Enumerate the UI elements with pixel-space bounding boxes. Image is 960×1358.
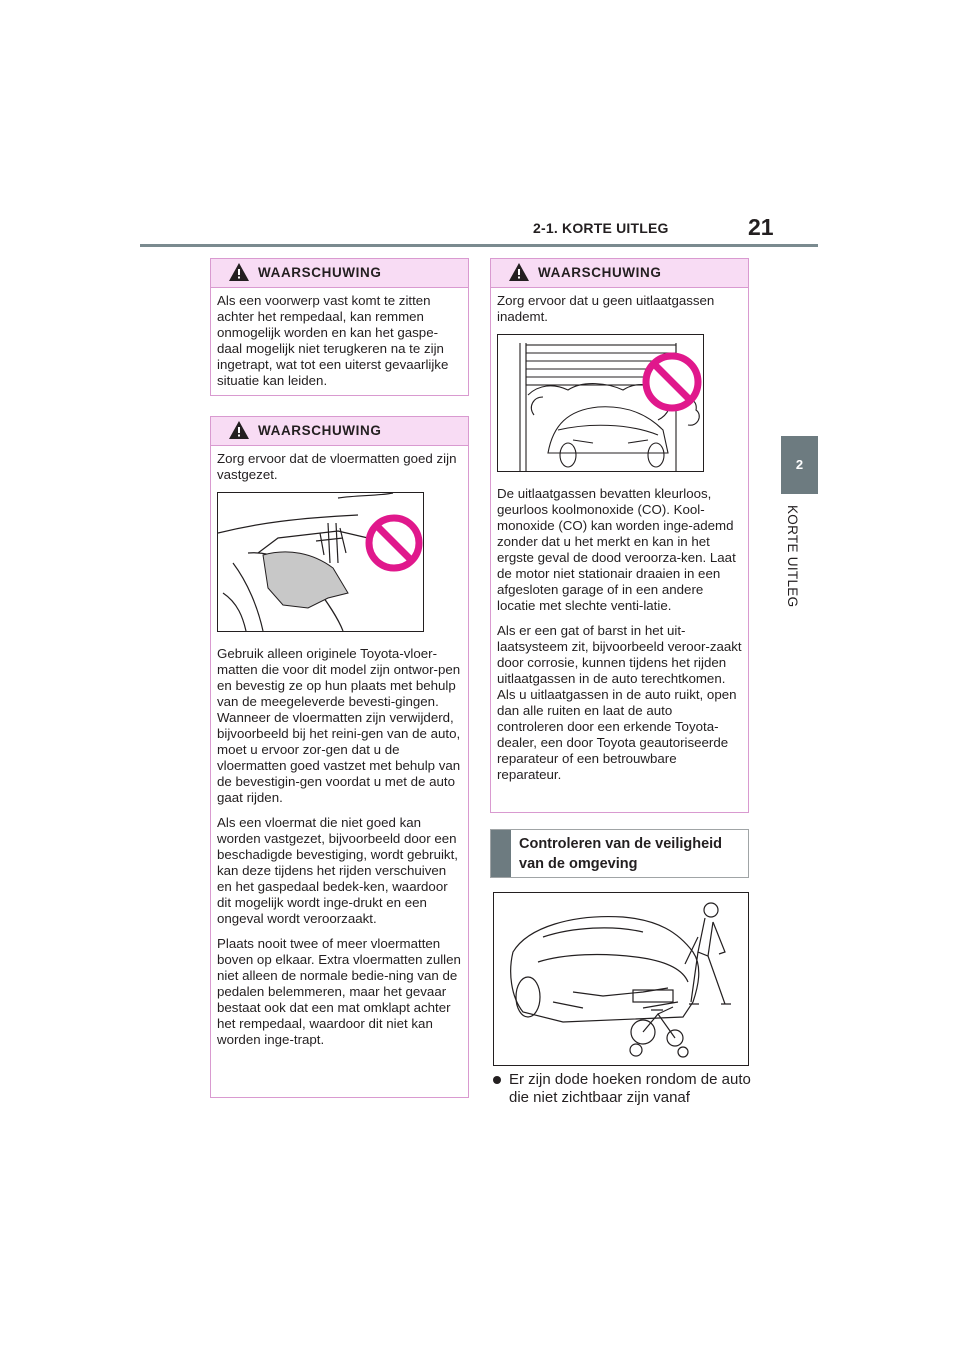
warning-text: Als er een gat of barst in het uit-laatsysteem zit, bijvoorbeeld veroor-zaakt door corrosie, kunnen tijdens het rijden uitlaatgassen in de auto terechtkomen. Als u uitlaatgassen in de auto ruikt, open dan alle ruiten en laat de auto controleren door een erkende Toyota-dealer, een door Toyota geautoriseerde reparateur of een betrouwbare reparateur. [497, 623, 742, 782]
warning-text: Als een vloermat die niet goed kan worden vastgezet, bijvoorbeeld door een beschadigde bevestiging, wordt gebruikt, kan deze tijdens het rijden verschuiven en het gaspedaal bedek-ken, waardoor dit mogelijk wordt inge-drukt en een ongeval wordt veroorzaakt. [217, 815, 458, 926]
warning-label: WAARSCHUWING [538, 265, 662, 280]
running-header: 2-1. KORTE UITLEG [533, 220, 669, 236]
warning-label: WAARSCHUWING [258, 423, 382, 438]
warning-header [211, 259, 468, 288]
section-heading-bar [491, 830, 511, 877]
bullet-dot-icon [493, 1076, 501, 1084]
warning-box-floormats [210, 416, 469, 1098]
warning-header [491, 259, 748, 288]
chapter-tab [781, 436, 818, 494]
page-number: 21 [748, 214, 774, 240]
bullet-item [493, 1071, 753, 1107]
warning-text: Als een voorwerp vast komt te zitten achter het rempedaal, kan remmen onmogelijk worden en kan het gaspe-daal mogelijk niet terugkeren na te zijn ingetrapt, wat tot een uiterst gevaarlijke situatie kan leiden. [217, 293, 449, 388]
warning-box-exhaust [490, 258, 749, 813]
chapter-number: 2 [795, 457, 804, 472]
warning-text: De uitlaatgassen bevatten kleurloos, geurloos koolmonoxide (CO). Kool-monoxide (CO) kan worden inge-ademd zonder dat u het merkt en kan in het ergste geval de dood veroorza-ken. Laat de motor niet stationair draaien in een afgesloten garage of in een andere locatie met slechte venti-latie. [497, 486, 736, 613]
blind-spot-illustration [493, 892, 749, 1066]
warning-triangle-icon [508, 262, 530, 282]
warning-header [211, 417, 468, 446]
warning-intro: Zorg ervoor dat u geen uitlaatgassen inademt. [497, 293, 715, 324]
chapter-label: KORTE UITLEG [785, 505, 800, 608]
warning-box-pedal [210, 258, 469, 396]
floormat-illustration [217, 492, 424, 632]
warning-text: Gebruik alleen originele Toyota-vloer-matten die voor dit model zijn ontwor-pen en bevestig ze op hun plaats met behulp van de meegeleverde bevesti-gingen. Wanneer de vloermatten zijn verwijderd, bijvoorbeeld bij het reini-gen van de auto, moet u ervoor zor-gen dat u de vloermatten goed vastzet met behulp van de bevestigin-gen voordat u met de auto gaat rijden. [217, 646, 461, 805]
warning-label: WAARSCHUWING [258, 265, 382, 280]
warning-triangle-icon [228, 262, 250, 282]
warning-intro: Zorg ervoor dat de vloermatten goed zijn vastgezet. [217, 451, 457, 482]
section-title: Controleren van de veiligheid van de omgeving [519, 836, 723, 872]
section-heading-box [490, 829, 749, 878]
garage-exhaust-illustration [497, 334, 704, 472]
warning-triangle-icon [228, 420, 250, 440]
header-rule [140, 244, 818, 247]
bullet-text: Er zijn dode hoeken rondom de auto die niet zichtbaar zijn vanaf [509, 1071, 751, 1106]
warning-text: Plaats nooit twee of meer vloermatten boven op elkaar. Extra vloermatten zullen niet alleen de normale bedie-ning van de pedalen belemmeren, maar het gevaar bestaat ook dat een mat omklapt achter het rempedaal, waardoor dit niet kan worden inge-trapt. [217, 936, 461, 1047]
